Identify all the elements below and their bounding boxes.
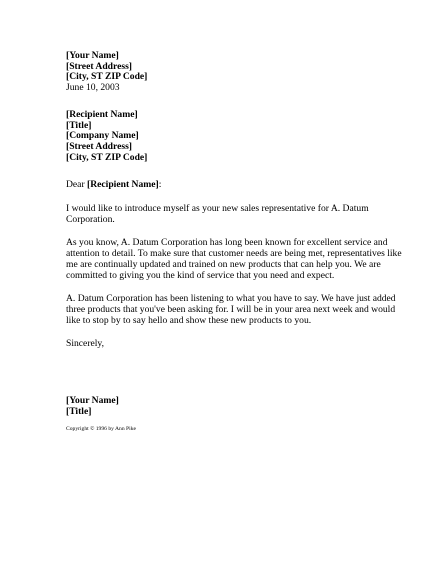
signature-block <box>66 396 411 417</box>
recipient-street-address: [Street Address] <box>66 140 132 152</box>
body-paragraph-products: A. Datum Corporation has been listening to what you have to say. We have just added three products that you've been asking for. I will be in your area next week and would like to stop by to say hello and show these new products to you. <box>66 293 396 326</box>
letter-date: June 10, 2003 <box>66 82 120 94</box>
letter-body <box>66 51 411 433</box>
sender-street-address: [Street Address] <box>66 60 132 72</box>
signature-name: [Your Name] <box>66 395 119 407</box>
recipient-city-state-zip: [City, ST ZIP Code] <box>66 151 148 163</box>
sender-name: [Your Name] <box>66 50 119 61</box>
recipient-company: [Company Name] <box>66 130 139 142</box>
body-paragraph-service: As you know, A. Datum Corporation has long been known for excellent service and attention to detail. To make sure that customer needs are being met, representatives like me are continually updated and trained on new products that can help you. We are committed to giving you the kind of service that you need and expect. <box>66 237 402 281</box>
sender-block <box>66 51 411 94</box>
salutation-suffix: : <box>158 179 162 191</box>
closing: Sincerely, <box>66 338 105 350</box>
recipient-name: [Recipient Name] <box>66 108 138 120</box>
sender-city-state-zip: [City, ST ZIP Code] <box>66 71 148 83</box>
salutation <box>66 180 411 191</box>
salutation-prefix: Dear <box>66 179 88 191</box>
recipient-title: [Title] <box>66 119 92 131</box>
copyright-notice: Copyright © 1996 by Ann Pike <box>66 426 136 433</box>
body-paragraph-intro: I would like to introduce myself as your new sales representative for A. Datum Corporation. <box>66 203 369 225</box>
signature-title: [Title] <box>66 405 92 417</box>
salutation-recipient-name: [Recipient Name] <box>87 179 159 191</box>
recipient-block <box>66 110 411 164</box>
